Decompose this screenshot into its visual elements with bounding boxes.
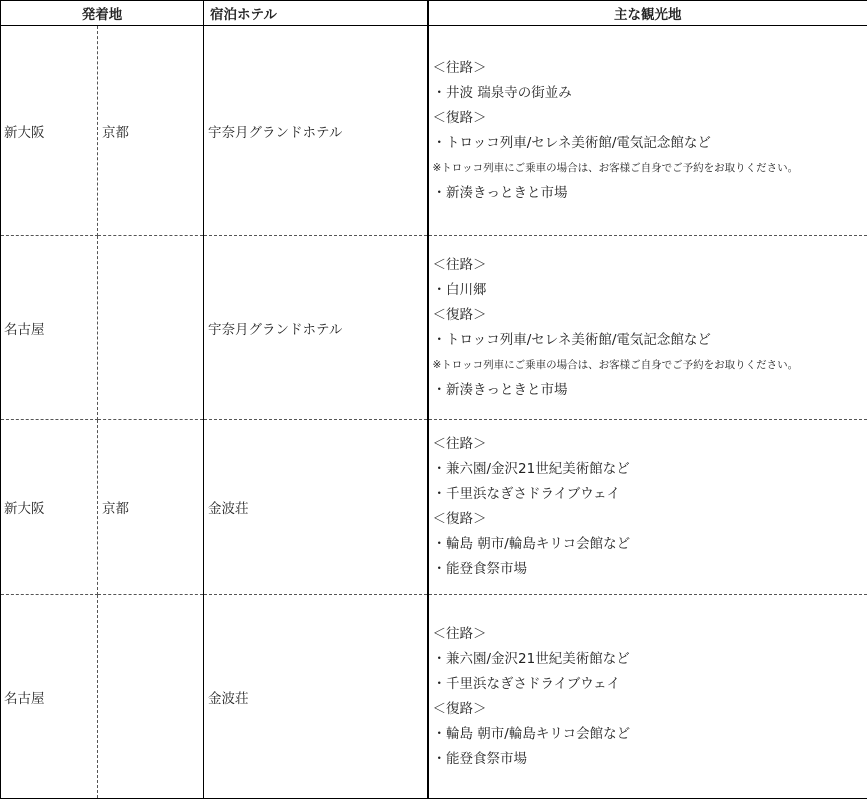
sight-line: ＜往路＞	[432, 436, 487, 452]
table-row	[1, 26, 867, 236]
sights-header: 主な観光地	[428, 1, 867, 26]
departure-alt-cell	[98, 595, 204, 799]
departure-header: 発着地	[1, 1, 204, 26]
sight-line: ＜復路＞	[432, 306, 487, 323]
sight-line: ・白川郷	[432, 281, 487, 298]
sights-cell	[428, 26, 867, 236]
sight-line: ・新湊きっときと市場	[432, 184, 568, 201]
sight-line: ＜往路＞	[432, 256, 487, 273]
sight-line: ・新湊きっときと市場	[432, 381, 568, 398]
sight-line: ＜復路＞	[432, 700, 487, 717]
sights-cell	[428, 595, 867, 799]
sight-line: ＜往路＞	[432, 59, 487, 76]
departure-alt-cell	[98, 236, 204, 420]
hotel-cell: 宇奈月グランドホテル	[204, 26, 428, 236]
sight-line: ・千里浜なぎさドライブウェイ	[432, 486, 621, 502]
sight-line: ・井波 瑞泉寺の街並み	[432, 84, 572, 101]
header-row	[1, 1, 867, 26]
table-row	[1, 595, 867, 799]
sight-line: ・千里浜なぎさドライブウェイ	[432, 675, 621, 692]
sight-line: ・兼六園/金沢21世紀美術館など	[432, 461, 630, 477]
departure-alt-cell: 京都	[98, 26, 204, 236]
sights-cell	[428, 420, 867, 595]
hotel-cell: 金波荘	[204, 595, 428, 799]
departure-alt-cell: 京都	[98, 420, 204, 595]
sight-line: ・兼六園/金沢21世紀美術館など	[432, 650, 630, 667]
sight-line: ＜復路＞	[432, 511, 487, 527]
sight-line: ・輪島 朝市/輪島キリコ会館など	[432, 725, 631, 742]
hotel-header: 宿泊ホテル	[204, 1, 428, 26]
departure-cell: 名古屋	[1, 236, 98, 420]
departure-cell: 新大阪	[1, 420, 98, 595]
sight-line: ・能登食祭市場	[432, 750, 527, 767]
reservation-note: ※トロッコ列車にご乗車の場合は、お客様ご自身でご予約をお取りください。	[432, 358, 799, 371]
sight-line: ・輪島 朝市/輪島キリコ会館など	[432, 536, 631, 552]
table-row	[1, 420, 867, 595]
table-row	[1, 236, 867, 420]
sights-cell	[428, 236, 867, 420]
hotel-cell: 宇奈月グランドホテル	[204, 236, 428, 420]
sight-line: ＜往路＞	[432, 625, 487, 642]
sight-line: ＜復路＞	[432, 109, 487, 126]
departure-cell: 名古屋	[1, 595, 98, 799]
departure-cell: 新大阪	[1, 26, 98, 236]
hotel-cell: 金波荘	[204, 420, 428, 595]
sight-line: ・能登食祭市場	[432, 561, 527, 577]
sight-line: ・トロッコ列車/セレネ美術館/電気記念館など	[432, 331, 711, 348]
sight-line: ・トロッコ列車/セレネ美術館/電気記念館など	[432, 134, 711, 151]
reservation-note: ※トロッコ列車にご乗車の場合は、お客様ご自身でご予約をお取りください。	[432, 161, 799, 174]
